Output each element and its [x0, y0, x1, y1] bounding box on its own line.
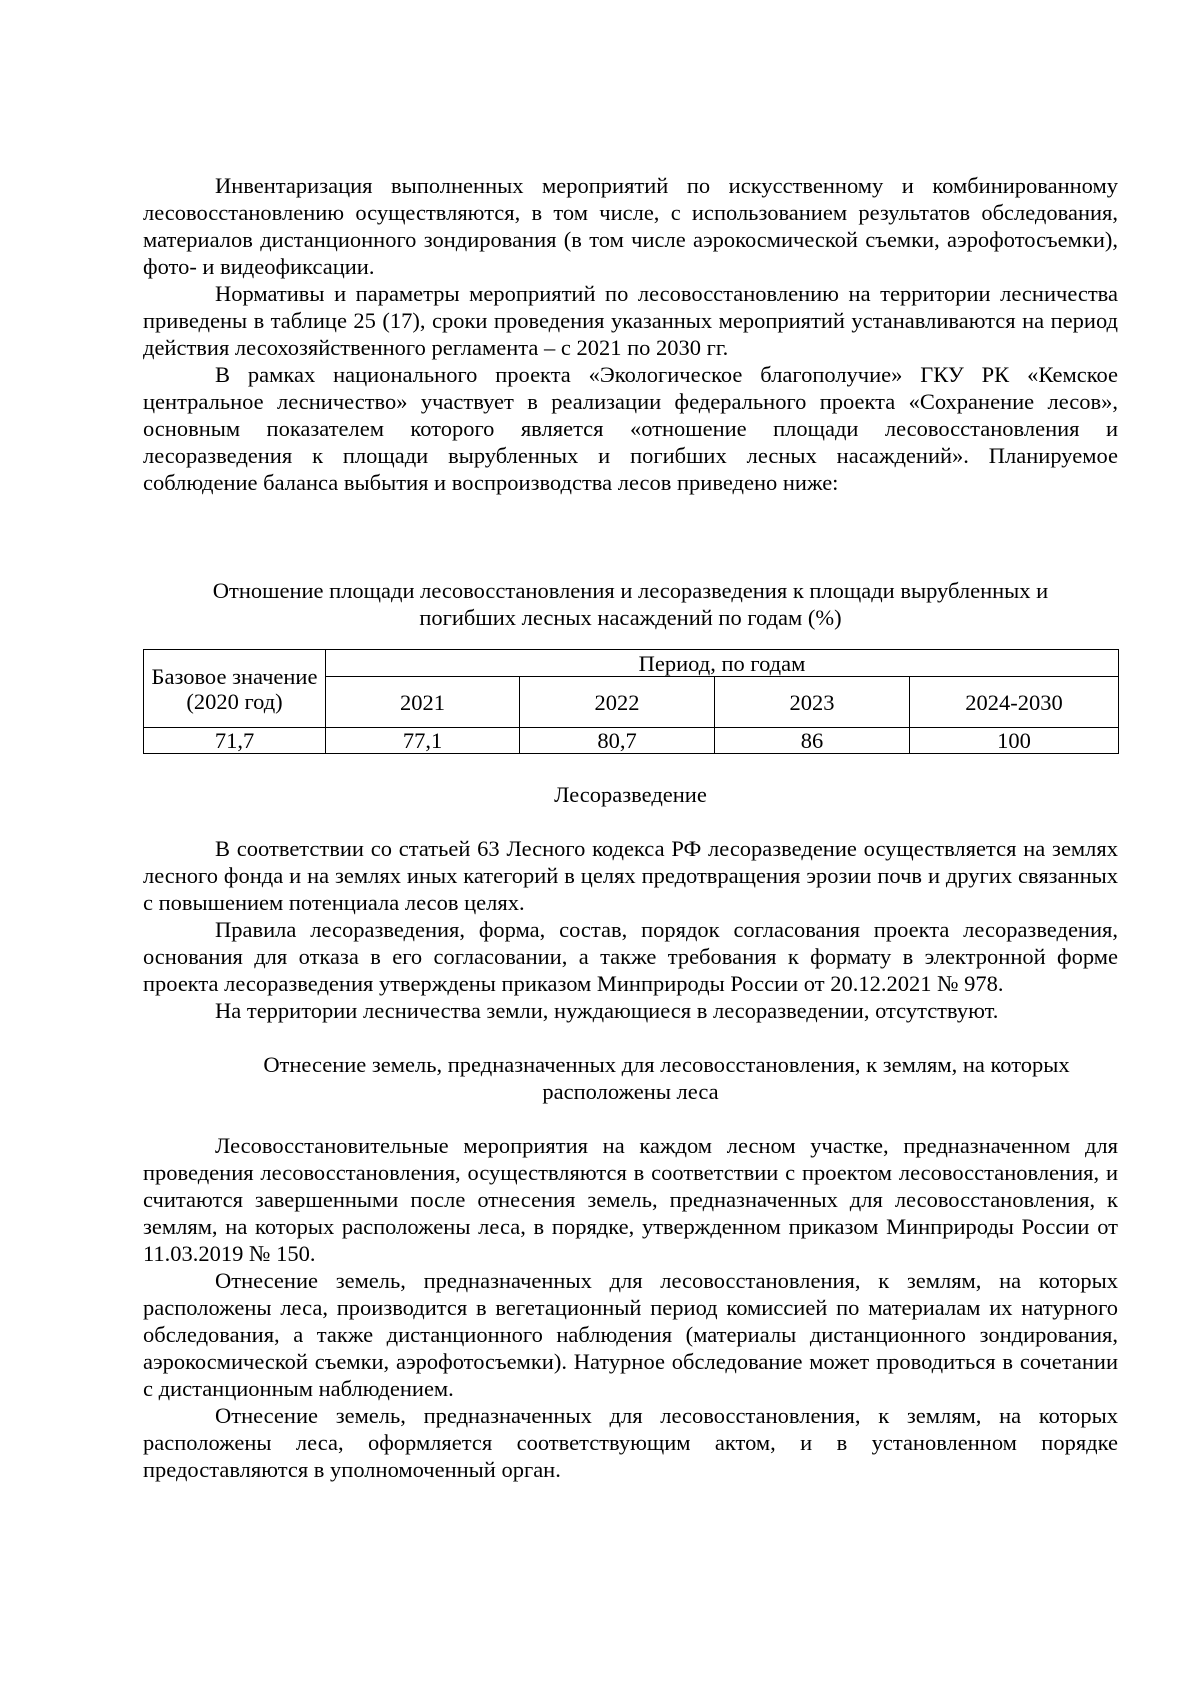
- value-cell: 86: [715, 728, 910, 754]
- value-cell: 100: [910, 728, 1119, 754]
- period-header: Период, по годам: [326, 650, 1119, 677]
- year-header: 2023: [715, 677, 910, 728]
- base-value-cell: 71,7: [144, 728, 326, 754]
- base-value-header: Базовое значение (2020 год): [144, 650, 326, 728]
- assignment-heading: [143, 1051, 1118, 1105]
- table-header-row: [144, 650, 1119, 677]
- value-cell: 77,1: [326, 728, 520, 754]
- year-header: 2024-2030: [910, 677, 1119, 728]
- afforestation-paragraph-rules: Правила лесоразведения, форма, состав, порядок согласования проекта лесоразведения, основания для отказа в его согласовании, а также требования к формату в электронной форме проекта лесоразведения утверждены приказом Минприроды России от 20.12.2021 № 978.: [143, 917, 1118, 996]
- afforestation-section: [143, 835, 1118, 1024]
- afforestation-paragraph-absence: На территории лесничества земли, нуждающиеся в лесоразведении, отсутствуют.: [215, 998, 999, 1023]
- assignment-heading-line1: Отнесение земель, предназначенных для лесовосстановления, к землям, на которых: [263, 1052, 1070, 1077]
- assignment-paragraph-act: Отнесение земель, предназначенных для лесовосстановления, к землям, на которых расположены леса, оформляется соответствующим актом, и в установленном порядке предоставляются в уполномоченный орган.: [143, 1403, 1118, 1482]
- year-header: 2022: [520, 677, 715, 728]
- year-header: 2021: [326, 677, 520, 728]
- assignment-heading-line2: расположены леса: [542, 1079, 719, 1104]
- intro-paragraph-norms: Нормативы и параметры мероприятий по лесовосстановлению на территории лесничества приведены в таблице 25 (17), сроки проведения указанных мероприятий устанавливаются на период действия лесохозяйственного регламента – с 2021 по 2030 гг.: [143, 281, 1118, 360]
- afforestation-paragraph-article: В соответствии со статьей 63 Лесного кодекса РФ лесоразведение осуществляется на землях лесного фонда и на землях иных категорий в целях предотвращения эрозии почв и других связанных с повышением потенциала лесов целях.: [143, 836, 1118, 915]
- intro-paragraph-national-project: В рамках национального проекта «Экологическое благополучие» ГКУ РК «Кемское центральное лесничество» участвует в реализации федерального проекта «Сохранение лесов», основным показателем которого является «отношение площади лесовосстановления и лесоразведения к площади вырубленных и погибших лесных насаждений». Планируемое соблюдение баланса выбытия и воспроизводства лесов приведено ниже:: [143, 362, 1118, 495]
- assignment-paragraph-completion: Лесовосстановительные мероприятия на каждом лесном участке, предназначенном для проведения лесовосстановления, осуществляются в соответствии с проектом лесовосстановления, и считаются завершенными после отнесения земель, предназначенных для лесовосстановления, к землям, на которых расположены леса, в порядке, утвержденном приказом Минприроды России от 11.03.2019 № 150.: [143, 1133, 1118, 1266]
- ratio-table: [143, 649, 1119, 754]
- assignment-section: [143, 1132, 1118, 1483]
- value-cell: 80,7: [520, 728, 715, 754]
- afforestation-heading: Лесоразведение: [554, 782, 707, 807]
- spacer: [143, 496, 1118, 577]
- document-page: [143, 172, 1118, 1483]
- assignment-paragraph-commission: Отнесение земель, предназначенных для лесовосстановления, к землям, на которых расположены леса, производится в вегетационный период комиссией по материалам их натурного обследования, а также дистанционного наблюдения (материалы дистанционного зондирования, аэрокосмической съемки, аэрофотосъемки). Натурное обследование может проводиться в сочетании с дистанционным наблюдением.: [143, 1268, 1118, 1401]
- table-caption: Отношение площади лесовосстановления и лесоразведения к площади вырубленных и погибших лесных насаждений по годам (%): [212, 578, 1049, 630]
- table-row: [144, 728, 1119, 754]
- intro-paragraph-inventory: Инвентаризация выполненных мероприятий по искусственному и комбинированному лесовосстановлению осуществляются, в том числе, с использованием результатов обследования, материалов дистанционного зондирования (в том числе аэрокосмической съемки, аэрофотосъемки), фото- и видеофиксации.: [143, 173, 1118, 279]
